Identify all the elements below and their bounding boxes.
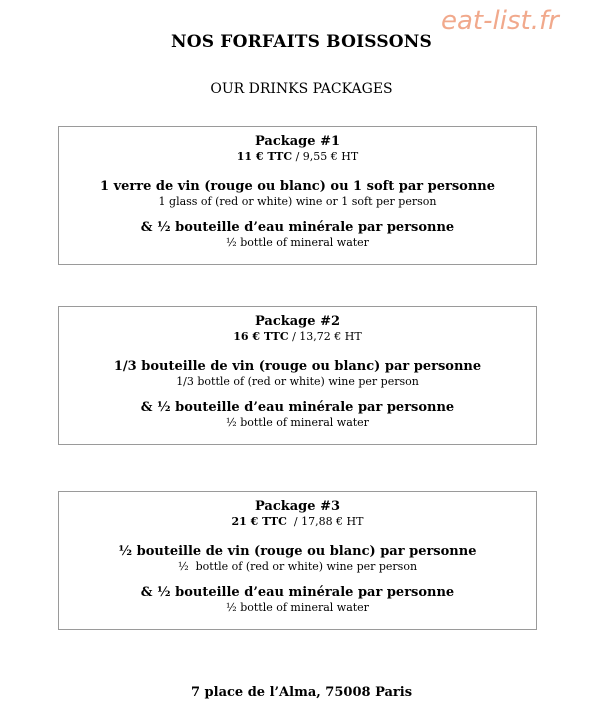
package-card-3 (58, 491, 537, 630)
watermark-logo: eat-list.fr (441, 6, 559, 36)
package-price (59, 515, 536, 529)
price-ht: / 13,72 € HT (288, 330, 362, 343)
price-ttc: 16 € TTC (233, 330, 289, 343)
price-ht: / 17,88 € HT (286, 515, 364, 528)
package-name: Package #3 (254, 499, 341, 514)
package-price (59, 150, 536, 164)
package-main-fr: 1/3 bouteille de vin (rouge ou blanc) par personne (113, 359, 482, 374)
price-ttc: 21 € TTC (231, 515, 287, 528)
package-main-fr: ½ bouteille de vin (rouge ou blanc) par personne (118, 544, 477, 559)
package-water-en: ½ bottle of mineral water (226, 601, 369, 614)
package-main-en: 1/3 bottle of (red or white) wine per person (176, 375, 419, 388)
package-water-en: ½ bottle of mineral water (226, 416, 369, 429)
package-water-fr: & ½ bouteille d’eau minérale par personne (140, 400, 455, 415)
package-main-en: 1 glass of (red or white) wine or 1 soft per person (158, 195, 437, 208)
package-price (59, 330, 536, 344)
page-subtitle: OUR DRINKS PACKAGES (210, 81, 393, 97)
price-ht: / 9,55 € HT (292, 150, 359, 163)
package-main-fr: 1 verre de vin (rouge ou blanc) ou 1 soft par personne (100, 179, 495, 194)
package-name: Package #2 (254, 314, 341, 329)
package-water-fr: & ½ bouteille d’eau minérale par personne (140, 585, 455, 600)
package-water-fr: & ½ bouteille d’eau minérale par personne (140, 220, 455, 235)
package-card-1 (58, 126, 537, 265)
restaurant-address: 7 place de l’Alma, 75008 Paris (190, 685, 413, 700)
price-ttc: 11 € TTC (236, 150, 293, 163)
page-title: NOS FORFAITS BOISSONS (170, 32, 433, 52)
package-name: Package #1 (254, 134, 341, 149)
package-main-en: ½ bottle of (red or white) wine per person (177, 560, 418, 573)
package-water-en: ½ bottle of mineral water (226, 236, 369, 249)
package-card-2 (58, 306, 537, 445)
